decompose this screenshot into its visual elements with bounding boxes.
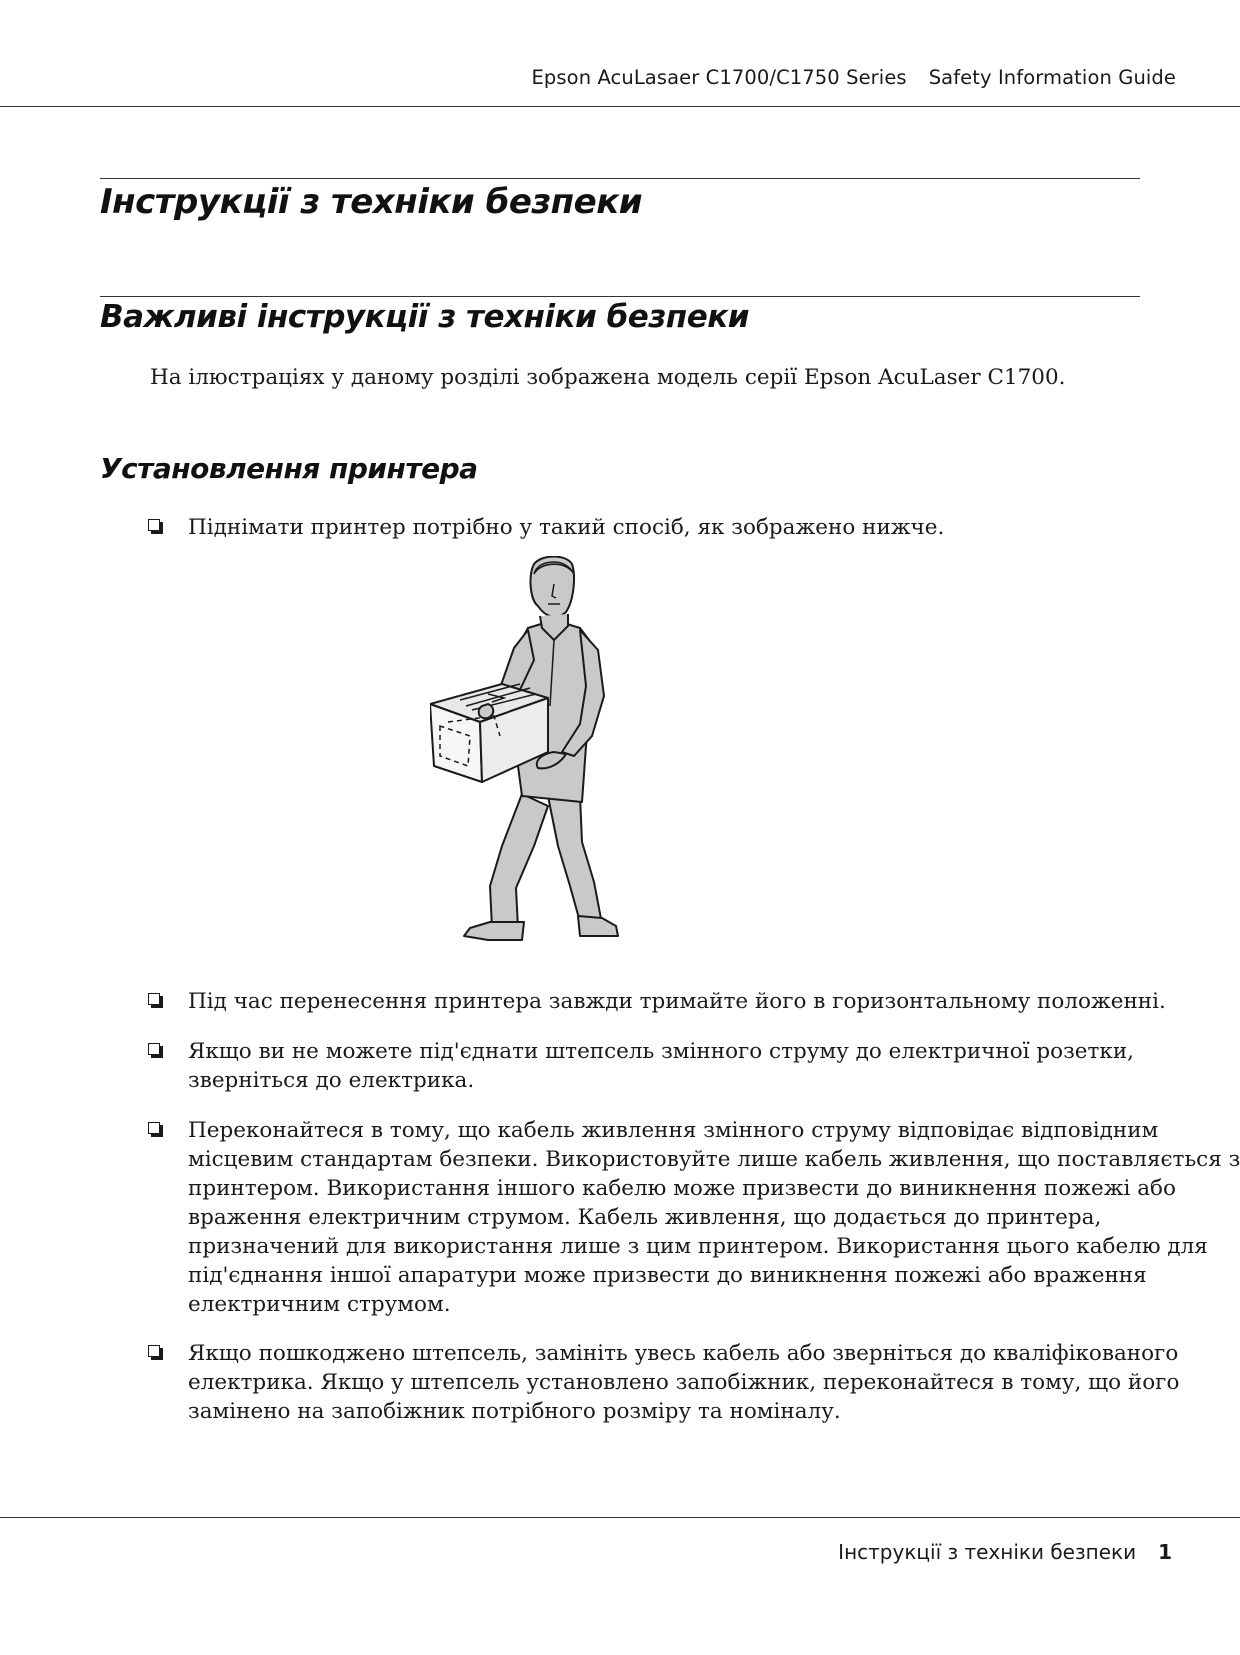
page-footer-rule: [0, 1517, 1240, 1518]
page-title: Інструкції з техніки безпеки: [100, 182, 643, 222]
page-number: 1: [1158, 1540, 1172, 1564]
bullet-text: Піднімати принтер потрібно у такий спосіб, як зображено нижче.: [188, 515, 945, 540]
footer-section: Інструкції з техніки безпеки: [838, 1540, 1137, 1564]
intro-paragraph: На ілюстраціях у даному розділі зображена модель серії Epson AcuLaser C1700.: [150, 365, 1066, 390]
bullet-text: Якщо ви не можете під'єднати штепсель змінного струму до електричної розетки, зверніться до електрика.: [188, 1039, 1135, 1093]
checkbox-bullet-icon: [148, 1345, 163, 1360]
bullet-text: Переконайтеся в тому, що кабель живлення змінного струму відповідає відповідним місцевим стандартам безпеки. Використовуйте лише кабель живлення, що поставляється з принтером. Використання іншого кабелю може призвести до виникнення пожежі або враження електричним струмом. Кабель живлення, що додається до принтера, призначений для використання лише з цим принтером. Використання цього кабелю для під'єднання іншої апаратури може призвести до виникнення пожежі або враження електричним струмом.: [188, 1118, 1240, 1317]
section-rule: [100, 296, 1140, 297]
checkbox-bullet-icon: [148, 993, 163, 1008]
person-lifting-printer-illustration: [430, 556, 650, 946]
header-text: [532, 66, 1177, 89]
header-product: Epson AcuLasaer C1700/C1750 Series: [531, 66, 907, 89]
checkbox-bullet-icon: [148, 519, 163, 534]
checkbox-bullet-icon: [148, 1122, 163, 1137]
header-guide: Safety Information Guide: [928, 66, 1176, 89]
subsection-title: Установлення принтера: [100, 452, 478, 485]
checkbox-bullet-icon: [148, 1043, 163, 1058]
section-title: Важливі інструкції з техніки безпеки: [100, 299, 749, 335]
bullet-text: Якщо пошкоджено штепсель, замініть увесь кабель або зверніться до кваліфікованого електрика. Якщо у штепсель установлено запобіжник, переконайтеся в тому, що його замінено на запобіжник потрібного розміру та номіналу.: [188, 1341, 1180, 1424]
title-rule: [100, 178, 1140, 179]
page-footer: [838, 1540, 1172, 1564]
page-header: [0, 0, 1240, 107]
bullet-text: Під час перенесення принтера завжди тримайте його в горизонтальному положенні.: [188, 989, 1166, 1014]
